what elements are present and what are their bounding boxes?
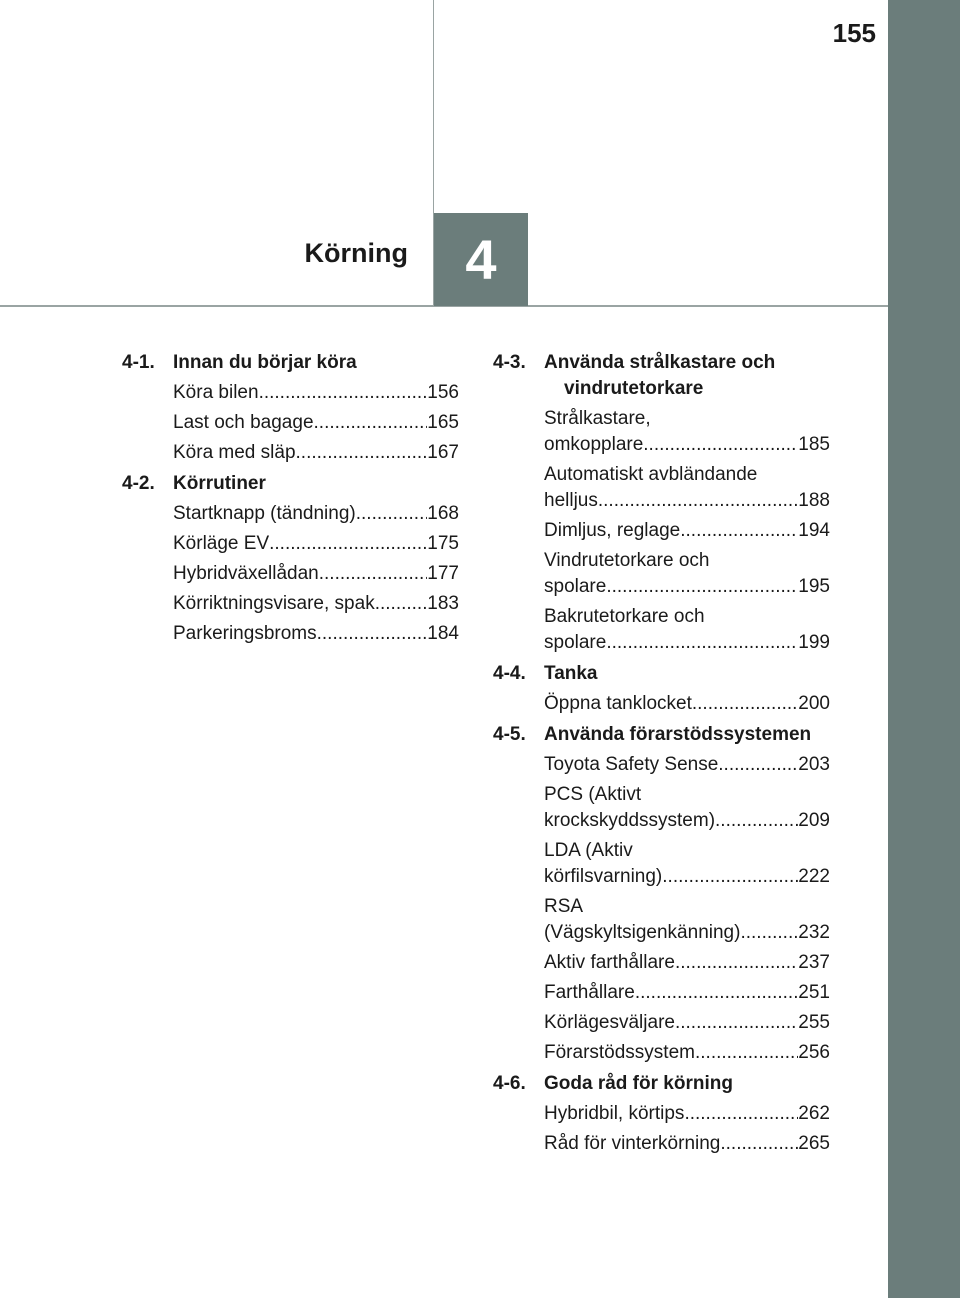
section-title: Tanka [544, 663, 598, 684]
entry-page-number: 237 [798, 952, 830, 973]
toc-entry[interactable] [544, 462, 830, 514]
toc-right-column [493, 350, 830, 1162]
entry-page-number: 251 [798, 982, 830, 1003]
entry-leader-line [544, 980, 830, 1006]
entry-page-number: 167 [427, 442, 459, 463]
entry-page-number: 184 [427, 623, 459, 644]
chapter-number-box [434, 213, 528, 306]
entry-title: Aktiv farthållare [544, 952, 675, 973]
entry-page-number: 255 [798, 1012, 830, 1033]
dot-leader [675, 1010, 798, 1036]
toc-entry[interactable] [544, 894, 830, 946]
toc-entry[interactable] [544, 980, 830, 1006]
toc-entry[interactable] [173, 410, 459, 436]
entry-page-number: 188 [798, 490, 830, 511]
entry-leader-line [544, 950, 830, 976]
entry-leader-line [544, 1040, 830, 1066]
section-number: 4-6. [493, 1073, 526, 1094]
entry-title: Köra bilen [173, 382, 259, 403]
dot-leader [259, 380, 428, 406]
section-title: Goda råd för körning [544, 1073, 733, 1094]
entry-leader-line [173, 410, 459, 436]
entry-title: Köra med släp [173, 442, 296, 463]
entry-title-continued: (Vägskyltsigenkänning) [544, 922, 741, 943]
section-number: 4-4. [493, 663, 526, 684]
toc-entry-list [544, 1101, 830, 1157]
chapter-number: 4 [465, 228, 497, 291]
entry-title-continued: spolare [544, 576, 607, 597]
entry-page-number: 165 [427, 412, 459, 433]
entry-page-number: 168 [427, 503, 459, 524]
entry-leader-line [173, 561, 459, 587]
dot-leader [720, 1131, 798, 1157]
entry-page-number: 256 [798, 1042, 830, 1063]
dot-leader [635, 980, 798, 1006]
entry-title: Startknapp (tändning) [173, 503, 356, 524]
entry-page-number: 222 [798, 866, 830, 887]
entry-page-number: 156 [427, 382, 459, 403]
section-title: Körrutiner [173, 473, 266, 494]
entry-title: Automatiskt avbländande [544, 464, 758, 485]
entry-page-number: 185 [798, 434, 830, 455]
entry-page-number: 232 [798, 922, 830, 943]
entry-leader-line [544, 518, 830, 544]
entry-page-number: 183 [427, 593, 459, 614]
entry-page-number: 177 [427, 563, 459, 584]
toc-section-heading [493, 1071, 830, 1097]
dot-leader [606, 630, 798, 656]
toc-entry[interactable] [544, 1040, 830, 1066]
section-title: Använda strålkastare och vindrutetorkare [544, 352, 776, 399]
entry-leader-line [173, 380, 459, 406]
section-number: 4-1. [122, 352, 155, 373]
entry-leader-line [544, 1010, 830, 1036]
dot-leader [695, 1040, 798, 1066]
toc-entry[interactable] [544, 1131, 830, 1157]
dot-leader [740, 920, 798, 946]
dot-leader [314, 410, 428, 436]
dot-leader [606, 574, 798, 600]
toc-section-heading [122, 471, 459, 497]
entry-title: Vindrutetorkare och [544, 550, 710, 571]
section-number: 4-3. [493, 352, 526, 373]
section-number: 4-5. [493, 724, 526, 745]
entry-leader-line [173, 531, 459, 557]
entry-page-number: 199 [798, 632, 830, 653]
entry-leader-line [544, 574, 830, 600]
entry-leader-line [544, 1131, 830, 1157]
toc-entry[interactable] [544, 752, 830, 778]
dot-leader [692, 691, 798, 717]
entry-leader-line [173, 591, 459, 617]
entry-title-continued: helljus [544, 490, 598, 511]
section-title: Innan du börjar köra [173, 352, 357, 373]
entry-title-continued: omkopplare [544, 434, 644, 455]
toc-entry[interactable] [173, 621, 459, 647]
toc-entry[interactable] [544, 406, 830, 458]
dot-leader [715, 808, 798, 834]
toc-entry[interactable] [544, 518, 830, 544]
entry-page-number: 194 [798, 520, 830, 541]
entry-title: Öppna tanklocket [544, 693, 692, 714]
toc-entry[interactable] [544, 604, 830, 656]
toc-entry[interactable] [544, 1101, 830, 1127]
entry-leader-line [173, 440, 459, 466]
entry-title: Toyota Safety Sense [544, 754, 719, 775]
toc-entry[interactable] [544, 548, 830, 600]
dot-leader [675, 950, 798, 976]
entry-page-number: 209 [798, 810, 830, 831]
entry-title: Dimljus, reglage [544, 520, 681, 541]
page-number: 155 [832, 18, 876, 48]
toc-entry[interactable] [173, 380, 459, 406]
toc-entry-list [173, 501, 459, 647]
toc-entry[interactable] [173, 440, 459, 466]
toc-entry[interactable] [173, 531, 459, 557]
toc-entry-list [544, 406, 830, 656]
toc-entry[interactable] [173, 561, 459, 587]
entry-title: RSA [544, 896, 584, 917]
dot-leader [296, 440, 428, 466]
toc-entry-list [544, 691, 830, 717]
entry-leader-line [544, 691, 830, 717]
entry-title-continued: krockskyddssystem) [544, 810, 716, 831]
entry-leader-line [544, 752, 830, 778]
entry-leader-line [544, 630, 830, 656]
entry-leader-line [544, 920, 830, 946]
entry-title: Hybridbil, körtips [544, 1103, 685, 1124]
entry-leader-line [544, 864, 830, 890]
entry-leader-line [544, 808, 830, 834]
entry-page-number: 265 [798, 1133, 830, 1154]
toc-entry[interactable] [544, 1010, 830, 1036]
entry-page-number: 200 [798, 693, 830, 714]
entry-title: Råd för vinterkörning [544, 1133, 721, 1154]
entry-title: Parkeringsbroms [173, 623, 317, 644]
entry-page-number: 195 [798, 576, 830, 597]
toc-entry[interactable] [544, 782, 830, 834]
toc-section-heading [493, 722, 830, 748]
entry-title: Körlägesväljare [544, 1012, 675, 1033]
dot-leader [684, 1101, 798, 1127]
entry-title: Strålkastare, [544, 408, 651, 429]
toc-left-column [122, 350, 459, 652]
entry-leader-line [544, 1101, 830, 1127]
toc-entry[interactable] [544, 950, 830, 976]
toc-entry-list [544, 752, 830, 1066]
toc-section-heading [493, 350, 830, 402]
chapter-side-tab [888, 0, 960, 1298]
entry-title: Bakrutetorkare och [544, 606, 705, 627]
dot-leader [662, 864, 798, 890]
dot-leader [718, 752, 798, 778]
dot-leader [269, 531, 427, 557]
dot-leader [680, 518, 798, 544]
entry-page-number: 175 [427, 533, 459, 554]
dot-leader [643, 432, 798, 458]
entry-title-continued: spolare [544, 632, 607, 653]
dot-leader [375, 591, 428, 617]
entry-leader-line [544, 432, 830, 458]
entry-page-number: 262 [798, 1103, 830, 1124]
entry-leader-line [173, 621, 459, 647]
entry-title: Farthållare [544, 982, 635, 1003]
toc-section-heading [122, 350, 459, 376]
toc-entry[interactable] [173, 501, 459, 527]
entry-title: Last och bagage [173, 412, 314, 433]
section-number: 4-2. [122, 473, 155, 494]
dot-leader [356, 501, 428, 527]
toc-entry[interactable] [544, 691, 830, 717]
entry-title: Körriktningsvisare, spak [173, 593, 375, 614]
toc-section-heading [493, 661, 830, 687]
entry-title: Förarstödssystem [544, 1042, 695, 1063]
entry-title: LDA (Aktiv [544, 840, 633, 861]
entry-page-number: 203 [798, 754, 830, 775]
entry-title: PCS (Aktivt [544, 784, 642, 805]
chapter-title: Körning [304, 238, 408, 268]
entry-title-continued: körfilsvarning) [544, 866, 663, 887]
entry-leader-line [173, 501, 459, 527]
dot-leader [598, 488, 798, 514]
toc-entry-list [173, 380, 459, 466]
section-title: Använda förarstödssystemen [544, 724, 812, 745]
dot-leader [317, 621, 428, 647]
entry-leader-line [544, 488, 830, 514]
entry-title: Hybridväxellådan [173, 563, 319, 584]
entry-title: Körläge EV [173, 533, 270, 554]
toc-entry[interactable] [173, 591, 459, 617]
toc-entry[interactable] [544, 838, 830, 890]
dot-leader [319, 561, 428, 587]
